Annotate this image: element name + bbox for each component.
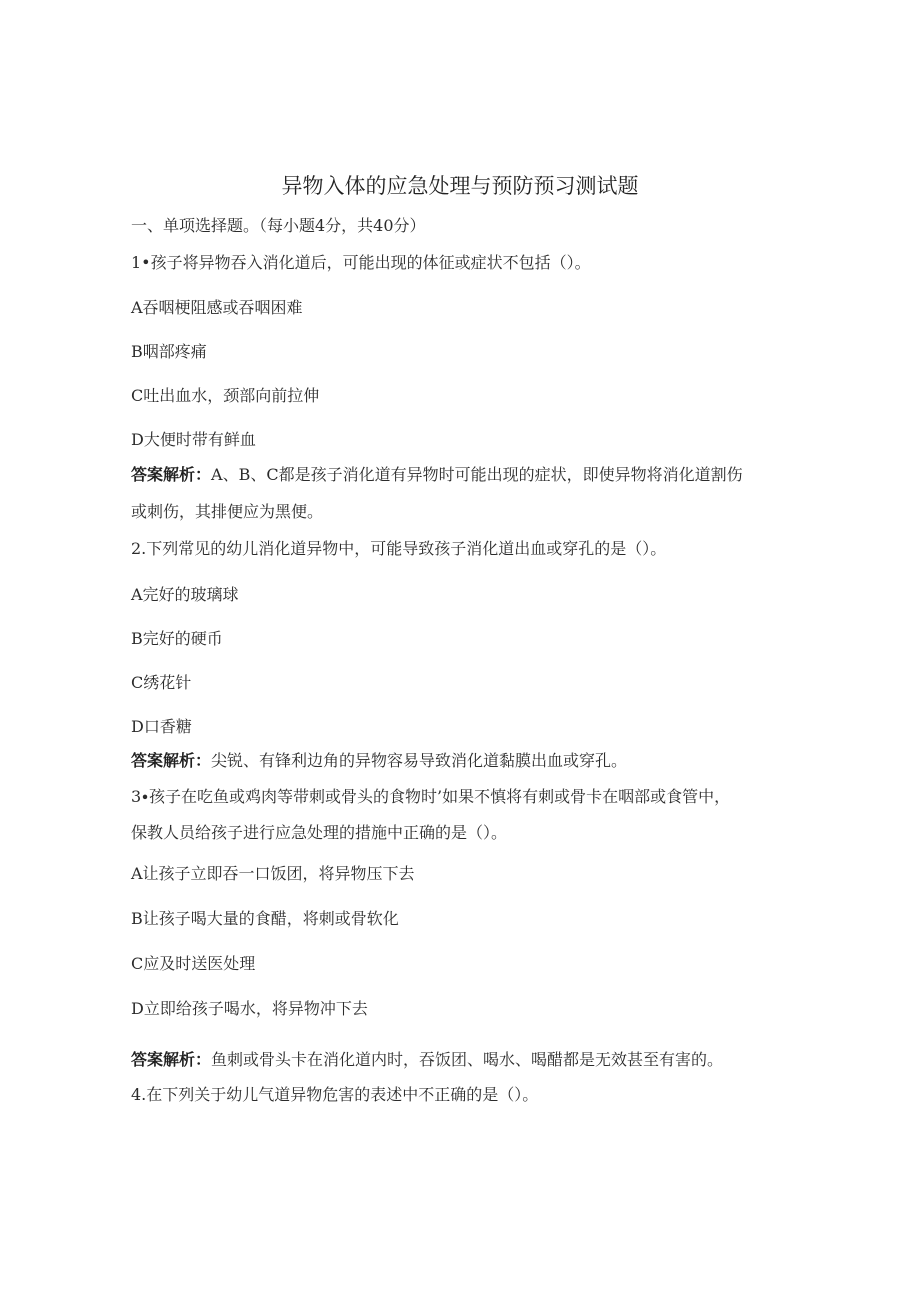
question-3-stem-cont: 保教人员给孩子进行应急处理的措施中正确的是（）。 <box>131 823 508 842</box>
question-2-stem: 2.下列常见的幼儿消化道异物中，可能导致孩子消化道出血或穿孔的是（）。 <box>131 539 667 558</box>
answer-label: 答案解析： <box>131 465 212 484</box>
question-3-option-a: A让孩子立即吞一口饭团，将异物压下去 <box>131 864 415 883</box>
question-1-option-c: C吐出血水，颈部向前拉伸 <box>131 386 320 405</box>
answer-text: A、B、C都是孩子消化道有异物时可能出现的症状，即使异物将消化道割伤 <box>211 465 743 484</box>
question-2-option-a: A完好的玻璃球 <box>131 585 239 604</box>
answer-label: 答案解析： <box>131 751 212 770</box>
question-3-answer <box>131 1050 723 1070</box>
answer-text: 鱼刺或骨头卡在消化道内时，吞饭团、喝水、喝醋都是无效甚至有害的。 <box>211 1050 724 1069</box>
question-3-stem: 3∙孩子在吃鱼或鸡肉等带刺或骨头的食物时’如果不慎将有刺或骨卡在咽部或食管中， <box>131 787 731 806</box>
question-2-option-c: C绣花针 <box>131 673 192 692</box>
question-3-option-d: D立即给孩子喝水，将异物冲下去 <box>131 999 368 1018</box>
page-title: 异物入体的应急处理与预防预习测试题 <box>281 174 639 198</box>
answer-text: 尖锐、有锋利边角的异物容易导致消化道黏膜出血或穿孔。 <box>211 751 628 770</box>
question-4-stem: 4.在下列关于幼儿气道异物危害的表述中不正确的是（）。 <box>131 1085 539 1104</box>
question-2-option-b: B完好的硬币 <box>131 629 223 648</box>
question-2-answer <box>131 751 627 771</box>
question-1-option-b: B咽部疼痛 <box>131 342 207 361</box>
question-3-option-c: C应及时送医处理 <box>131 954 256 973</box>
section-heading: 一、单项选择题。（每小题4分，共40分） <box>131 216 426 235</box>
question-1-answer-cont: 或刺伤，其排便应为黑便。 <box>131 502 324 521</box>
question-3-option-b: B让孩子喝大量的食醋，将刺或骨软化 <box>131 909 399 928</box>
question-1-option-a: A吞咽梗阻感或吞咽困难 <box>131 298 303 317</box>
question-1-stem: 1•孩子将异物吞入消化道后，可能出现的体征或症状不包括（）。 <box>131 253 591 272</box>
question-1-answer <box>131 465 743 485</box>
question-1-option-d: D大便时带有鲜血 <box>131 430 256 449</box>
question-2-option-d: D口香糖 <box>131 717 192 736</box>
answer-label: 答案解析： <box>131 1050 212 1069</box>
